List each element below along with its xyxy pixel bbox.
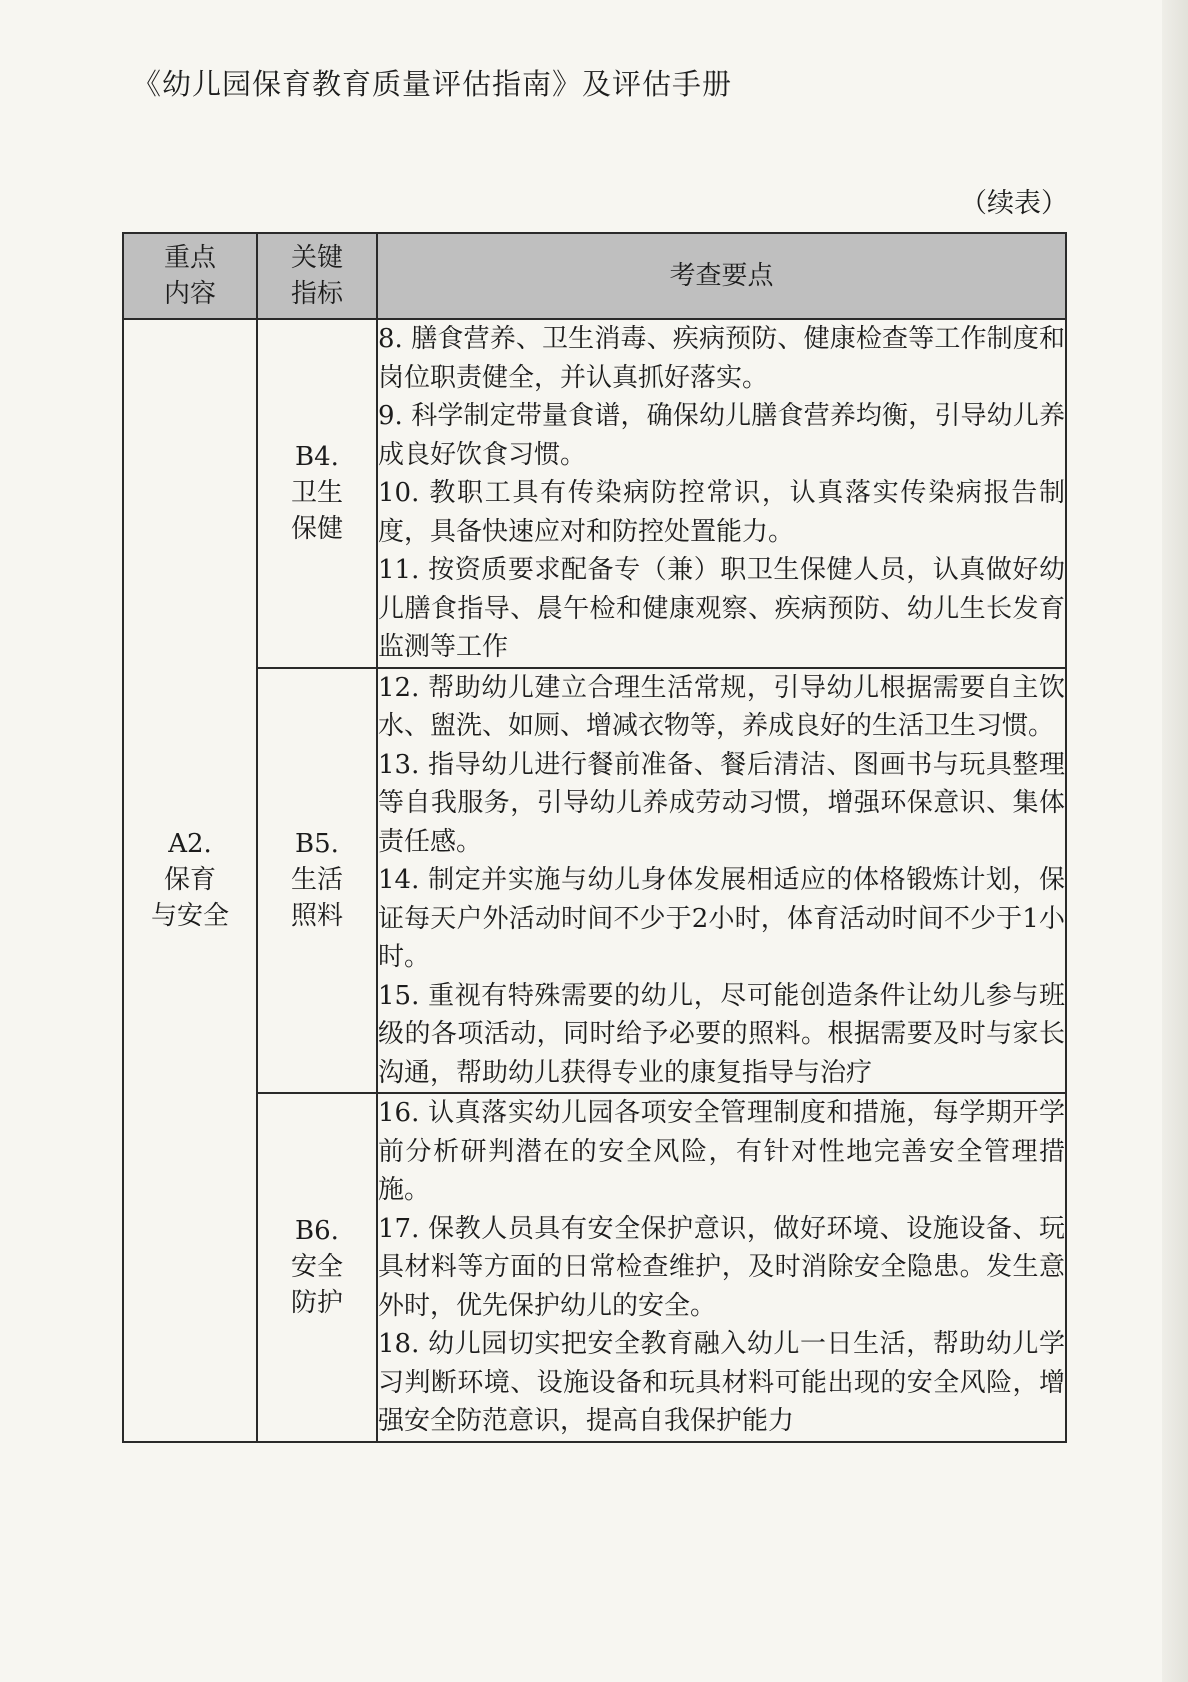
review-point-11: 11. 按资质要求配备专（兼）职卫生保健人员，认真做好幼儿膳食指导、晨午检和健康观察、疾病预防、幼儿生长发育监测等工作 xyxy=(378,555,1065,662)
indicator-line2: 防护 xyxy=(290,1288,343,1319)
review-point-16: 16. 认真落实幼儿园各项安全管理制度和措施，每学期开学前分析研判潜在的安全风险，有针对性地完善安全管理措施。 xyxy=(378,1098,1065,1205)
focus-line1: 保育 xyxy=(163,865,216,896)
header-key-line1: 关键 xyxy=(290,243,343,273)
indicator-line1: 卫生 xyxy=(290,478,343,509)
page-edge xyxy=(1162,0,1188,1682)
focus-line2: 与安全 xyxy=(150,901,229,932)
indicator-cell-b5 xyxy=(257,668,377,1094)
indicator-code: B6. xyxy=(295,1216,339,1247)
review-point-9: 9. 科学制定带量食谱，确保幼儿膳食营养均衡，引导幼儿养成良好饮食习惯。 xyxy=(378,401,1065,470)
indicator-code: B4. xyxy=(295,442,339,473)
header-key-indicator xyxy=(257,233,377,319)
review-point-15: 15. 重视有特殊需要的幼儿，尽可能创造条件让幼儿参与班级的各项活动，同时给予必要的照料。根据需要及时与家长沟通，帮助幼儿获得专业的康复指导与治疗 xyxy=(378,980,1065,1088)
indicator-line1: 生活 xyxy=(290,865,343,896)
header-focus-content xyxy=(123,233,257,319)
table-row xyxy=(123,1093,1066,1442)
review-point-12: 12. 帮助幼儿建立合理生活常规，引导幼儿根据需要自主饮水、盥洗、如厕、增减衣物等，养成良好的生活卫生习惯。 xyxy=(378,672,1065,741)
points-cell-b4 xyxy=(377,319,1066,668)
indicator-line2: 照料 xyxy=(290,901,343,932)
table-row xyxy=(123,319,1066,668)
header-focus-line2: 内容 xyxy=(163,279,216,309)
indicator-cell-b6 xyxy=(257,1093,377,1442)
review-point-13: 13. 指导幼儿进行餐前准备、餐后清洁、图画书与玩具整理等自我服务，引导幼儿养成劳动习惯，增强环保意识、集体责任感。 xyxy=(378,749,1065,857)
table-row xyxy=(123,668,1066,1094)
indicator-line2: 保健 xyxy=(290,514,343,545)
review-point-8: 8. 膳食营养、卫生消毒、疾病预防、健康检查等工作制度和岗位职责健全，并认真抓好落实。 xyxy=(378,324,1065,393)
indicator-cell-b4 xyxy=(257,319,377,668)
running-header: 《幼儿园保育教育质量评估指南》及评估手册 xyxy=(132,67,733,101)
review-point-14: 14. 制定并实施与幼儿身体发展相适应的体格锻炼计划，保证每天户外活动时间不少于2小时，体育活动时间不少于1小时。 xyxy=(378,865,1065,972)
review-point-17: 17. 保教人员具有安全保护意识，做好环境、设施设备、玩具材料等方面的日常检查维护，及时消除安全隐患。发生意外时，优先保护幼儿的安全。 xyxy=(378,1213,1065,1321)
points-cell-b5 xyxy=(377,668,1066,1094)
review-point-18: 18. 幼儿园切实把安全教育融入幼儿一日生活，帮助幼儿学习判断环境、设施设备和玩具材料可能出现的安全风险，增强安全防范意识，提高自我保护能力 xyxy=(378,1329,1065,1436)
table-header-row xyxy=(123,233,1066,319)
evaluation-table xyxy=(122,232,1067,1443)
focus-code: A2. xyxy=(168,829,212,860)
header-review-points: 考查要点 xyxy=(377,233,1066,319)
header-focus-line1: 重点 xyxy=(163,243,216,273)
continued-label: （续表） xyxy=(960,188,1068,219)
indicator-code: B5. xyxy=(295,829,339,860)
indicator-line1: 安全 xyxy=(290,1252,343,1283)
points-cell-b6 xyxy=(377,1093,1066,1442)
review-point-10: 10. 教职工具有传染病防控常识，认真落实传染病报告制度，具备快速应对和防控处置能力。 xyxy=(378,478,1065,547)
header-key-line2: 指标 xyxy=(290,279,343,309)
focus-cell-a2 xyxy=(123,319,257,1442)
